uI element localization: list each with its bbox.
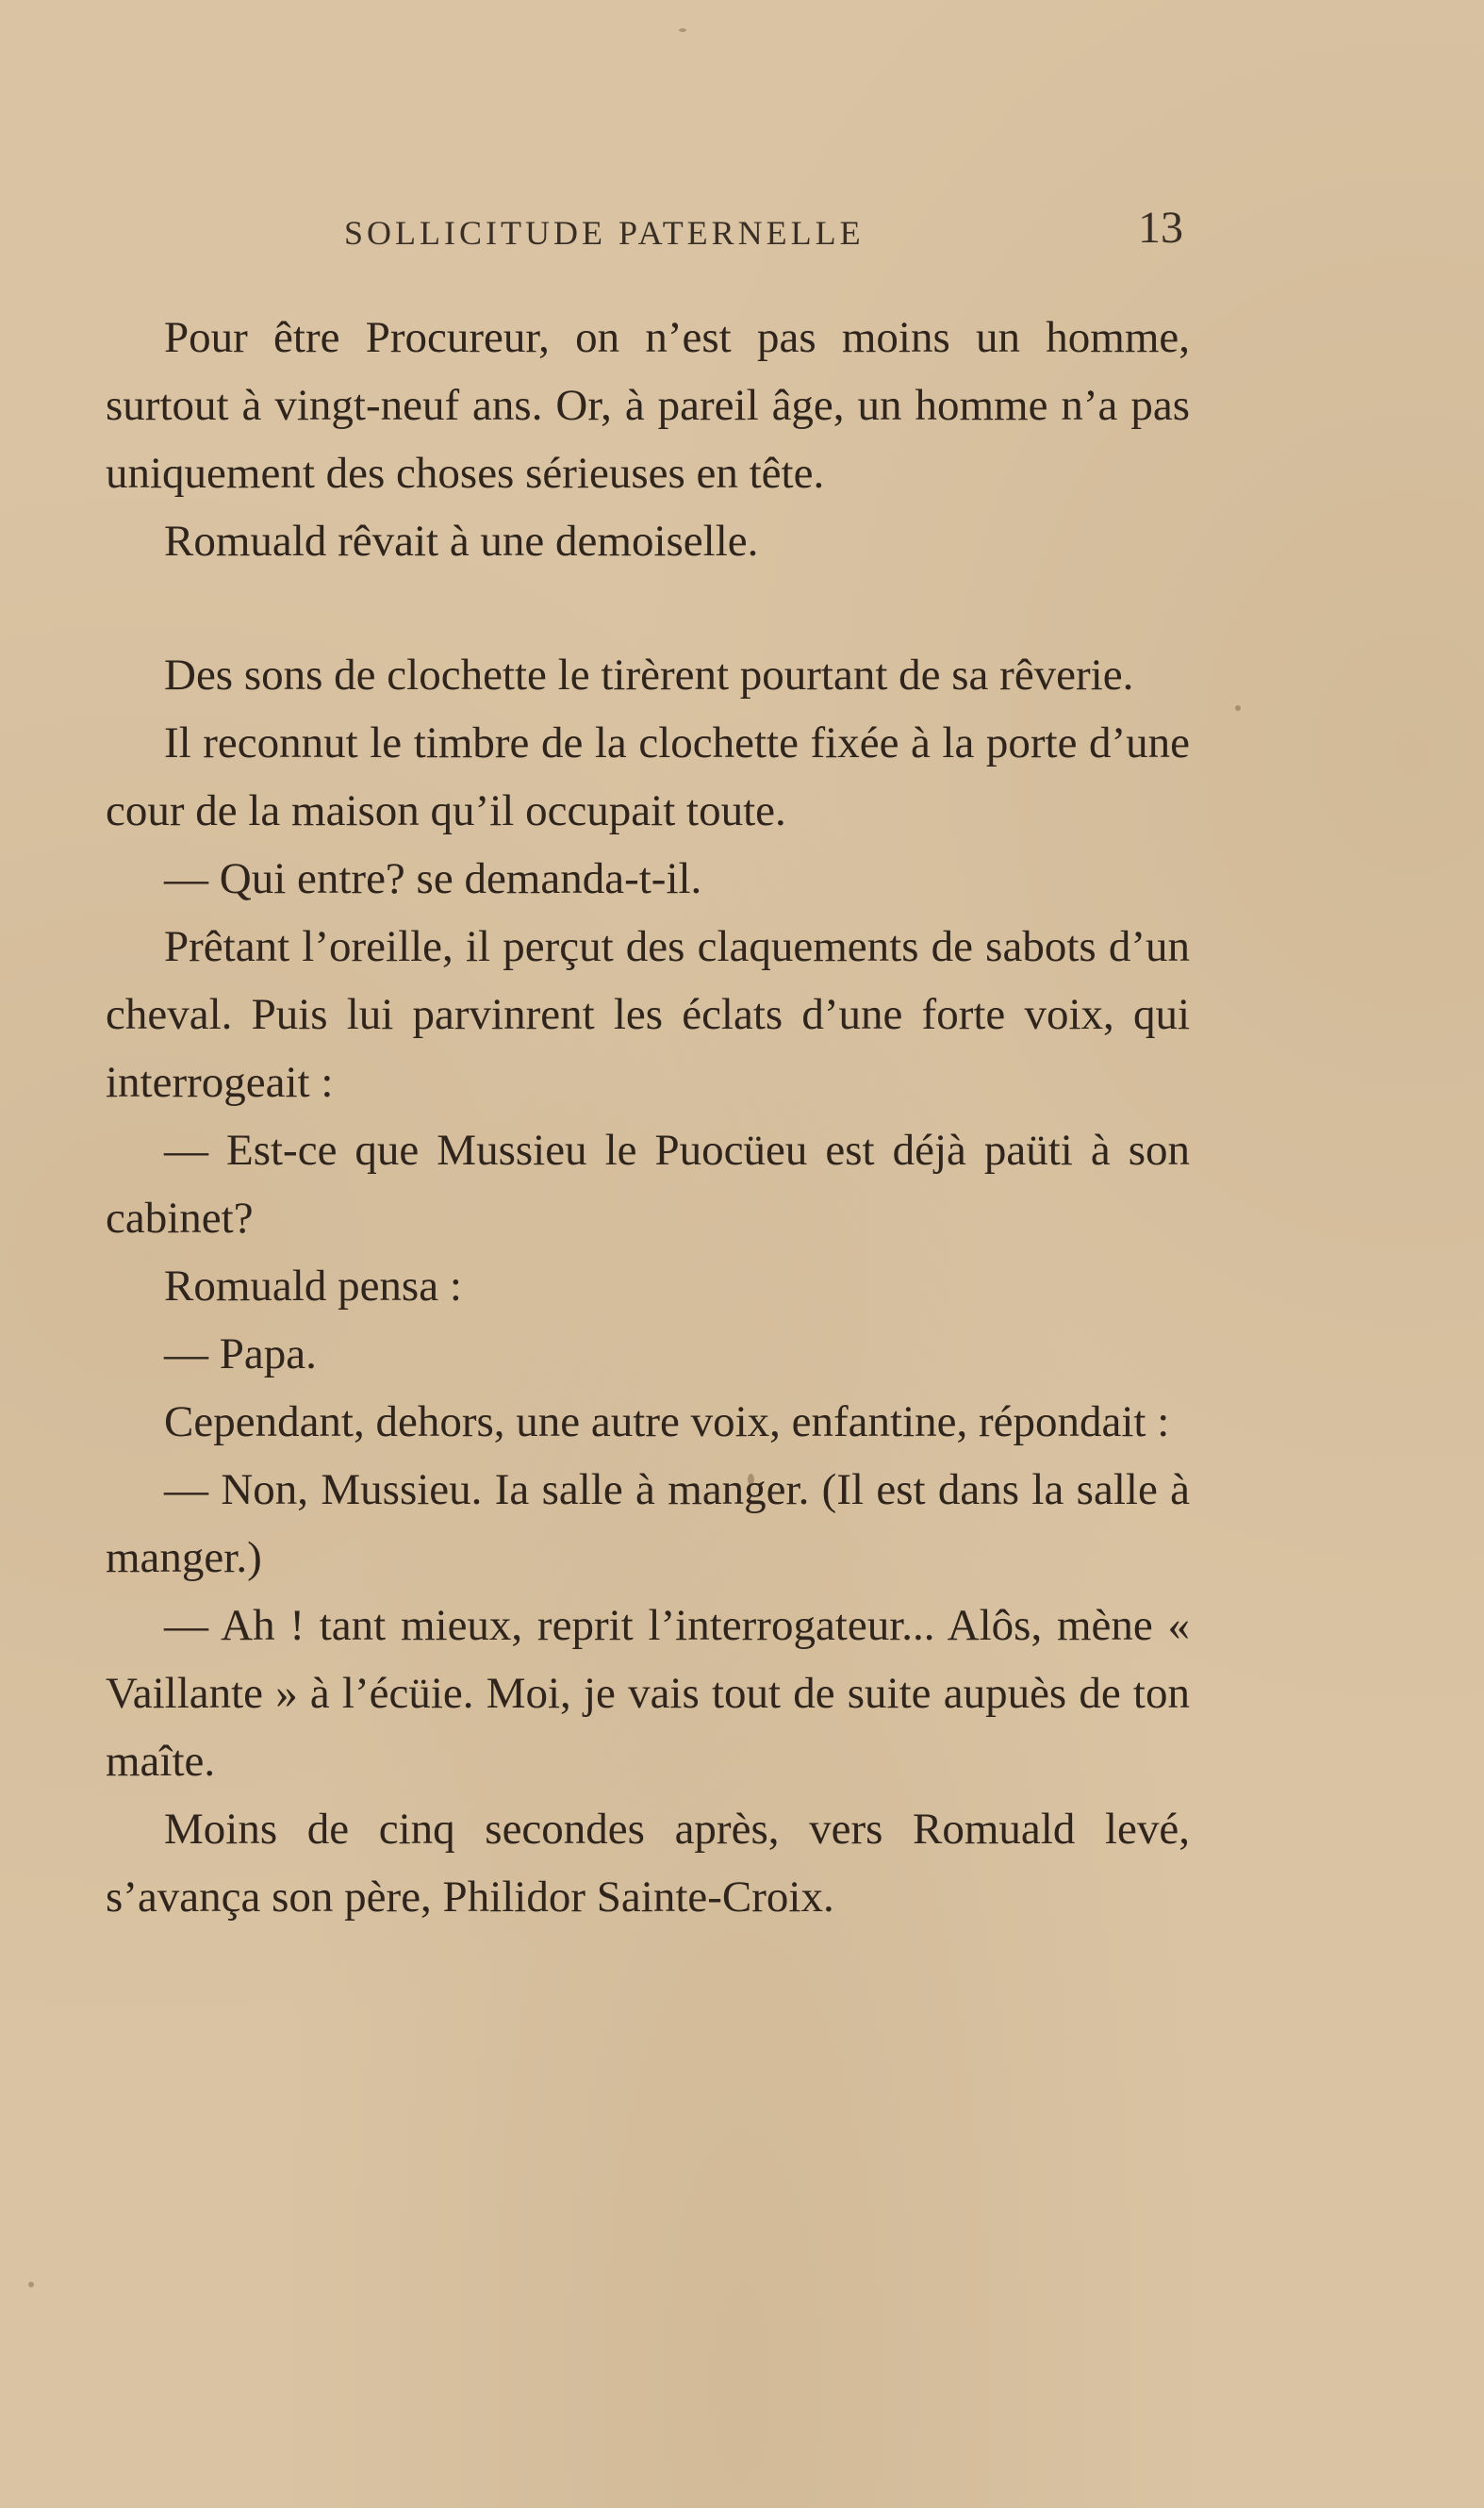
running-title: SOLLICITUDE PATERNELLE — [344, 214, 865, 252]
paragraph-7: — Est-ce que Mussieu le Puocüeu est déjà paüti à son cabinet? — [106, 1126, 1190, 1243]
paragraph-12: — Ah ! tant mieux, reprit l’interrogateur... Alôs, mène « Vaillante » à l’écüie. Moi, je vais tout de suite aupuès de ton maîte. — [106, 1601, 1190, 1786]
paragraph-4: Il reconnut le timbre de la clochette fixée à la porte d’une cour de la maison qu’il occupait toute. — [106, 718, 1190, 835]
paragraph-8: Romuald pensa : — [164, 1262, 462, 1311]
page-number: 13 — [1138, 203, 1183, 253]
paragraph-2: Romuald rêvait à une demoiselle. — [164, 517, 759, 566]
paper-speck — [748, 1474, 754, 1485]
body-text — [106, 304, 1190, 1931]
paragraph-10: Cependant, dehors, une autre voix, enfantine, répondait : — [164, 1397, 1170, 1446]
paragraph-13: Moins de cinq secondes après, vers Romuald levé, s’avança son père, Philidor Sainte-Croix. — [106, 1805, 1190, 1922]
running-head — [344, 203, 1183, 258]
section-break — [106, 575, 1190, 641]
paragraph-3: Des sons de clochette le tirèrent pourtant de sa rêverie. — [164, 651, 1134, 700]
paragraph-11: — Non, Mussieu. Ia salle à manger. (Il est dans la salle à manger.) — [106, 1465, 1190, 1582]
paper-speck — [1235, 705, 1241, 711]
paragraph-9: — Papa. — [164, 1329, 317, 1378]
paper-speck — [28, 2282, 34, 2287]
paragraph-5: — Qui entre? se demanda-t-il. — [164, 854, 702, 903]
paragraph-6: Prêtant l’oreille, il perçut des claquements de sabots d’un cheval. Puis lui parvinrent les éclats d’une forte voix, qui interrogeait : — [106, 922, 1190, 1107]
paragraph-1: Pour être Procureur, on n’est pas moins un homme, surtout à vingt-neuf ans. Or, à pareil âge, un homme n’a pas uniquement des choses sérieuses en tête. — [106, 313, 1190, 498]
paper-speck — [679, 28, 686, 32]
